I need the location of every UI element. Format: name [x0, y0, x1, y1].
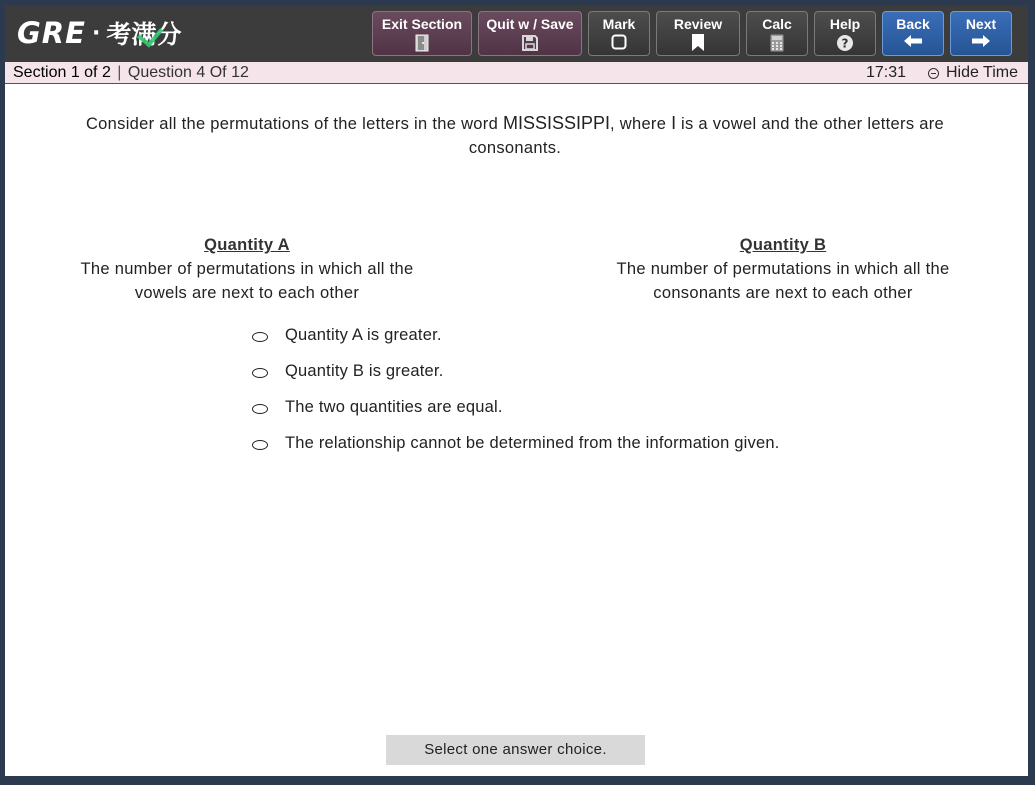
question-vowel: I [671, 113, 677, 133]
logo-separator: · [91, 20, 101, 46]
answer-choice-label: Quantity A is greater. [285, 325, 442, 344]
exit-section-label: Exit Section [381, 16, 463, 32]
save-disk-icon [521, 34, 539, 52]
quantity-a [57, 233, 437, 305]
quit-save-label: Quit w / Save [486, 16, 574, 32]
hide-time-button[interactable] [928, 64, 1018, 82]
quantity-b [593, 233, 973, 305]
question-text-end: is a vowel and the other letters are consonants. [468, 115, 945, 157]
logo-chinese-text: 考满分 [106, 20, 182, 49]
next-button[interactable] [950, 11, 1012, 56]
calc-label: Calc [762, 16, 792, 32]
back-label: Back [896, 16, 930, 32]
answer-choice-label: Quantity B is greater. [285, 361, 444, 380]
question-text-mid: , where [610, 115, 672, 133]
section-indicator: Section 1 of 2 [13, 64, 111, 81]
review-label: Review [673, 16, 723, 32]
question-word: MISSISSIPPI [502, 113, 610, 133]
quit-save-button[interactable] [478, 11, 582, 56]
answer-choice-c[interactable] [252, 395, 503, 419]
radio-button[interactable] [252, 332, 268, 342]
arrow-right-icon [971, 34, 991, 48]
door-icon [415, 34, 429, 52]
quantity-b-title: Quantity B [739, 236, 827, 254]
answer-choice-b[interactable] [252, 359, 443, 383]
quantity-b-line1: The number of permutations in which all the [616, 260, 950, 278]
status-separator: | [117, 64, 122, 81]
logo-chinese [106, 15, 181, 51]
mark-button[interactable] [588, 11, 650, 56]
answer-choice-a[interactable] [252, 323, 442, 347]
minus-circle-icon [928, 68, 939, 79]
radio-button[interactable] [252, 404, 268, 414]
progress-label [13, 64, 249, 82]
radio-button[interactable] [252, 368, 268, 378]
quantity-a-line1: The number of permutations in which all the [80, 260, 414, 278]
answer-choice-d[interactable] [252, 431, 780, 455]
bookmark-icon [691, 34, 705, 51]
quantity-a-line2: vowels are next to each other [134, 284, 360, 302]
arrow-left-icon [903, 34, 923, 48]
toolbar [5, 5, 1028, 62]
quantity-b-line2: consonants are next to each other [653, 284, 913, 302]
question-text-start: Consider all the permutations of the letters in the word [85, 115, 503, 133]
hide-time-label: Hide Time [945, 64, 1018, 81]
question-circle-icon [836, 34, 854, 52]
answer-choice-label: The relationship cannot be determined from the information given. [285, 433, 780, 452]
question-stem [55, 111, 975, 160]
status-bar [5, 62, 1028, 84]
next-label: Next [965, 16, 997, 32]
logo [17, 16, 181, 50]
timer: 17:31 [865, 64, 906, 81]
help-button[interactable] [814, 11, 876, 56]
quantity-a-title: Quantity A [204, 236, 290, 254]
answer-choice-label: The two quantities are equal. [285, 397, 503, 416]
logo-brand: GRE [17, 16, 86, 50]
instruction-banner: Select one answer choice. [386, 735, 645, 765]
question-indicator: Question 4 Of 12 [127, 64, 249, 81]
checkbox-icon [611, 34, 627, 50]
radio-button[interactable] [252, 440, 268, 450]
back-button[interactable] [882, 11, 944, 56]
mark-label: Mark [602, 16, 636, 32]
help-glyph: ? [841, 36, 849, 51]
help-label: Help [829, 16, 861, 32]
exit-section-button[interactable] [372, 11, 472, 56]
test-window [5, 5, 1028, 776]
review-button[interactable] [656, 11, 740, 56]
calc-button[interactable] [746, 11, 808, 56]
calculator-icon [770, 34, 784, 52]
